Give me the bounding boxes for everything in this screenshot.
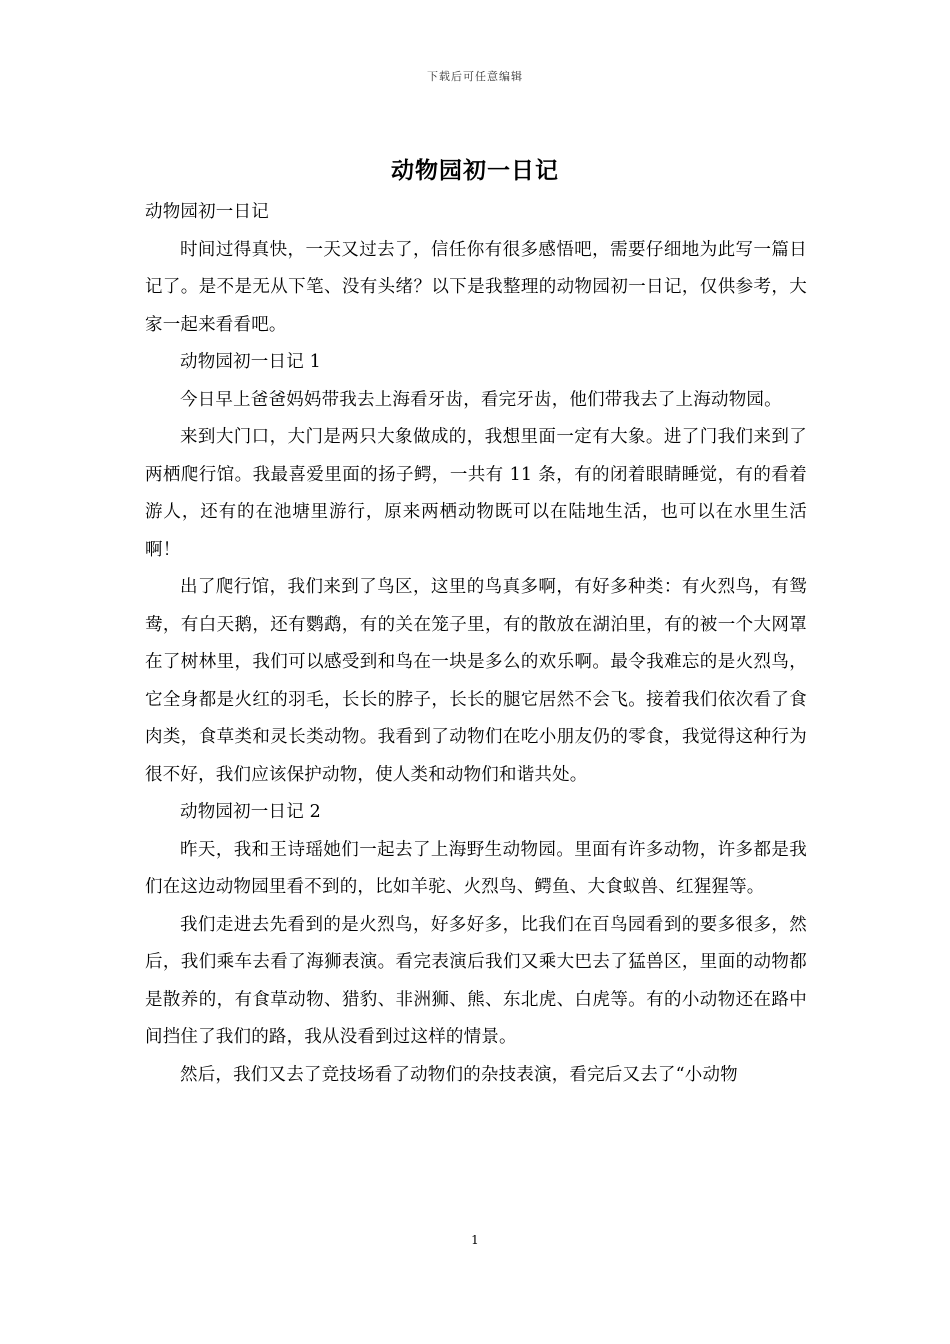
body-paragraph: 出了爬行馆，我们来到了鸟区，这里的鸟真多啊，有好多种类：有火烈鸟，有鸳鸯，有白天鹅，还有鹦鹉，有的关在笼子里，有的散放在湖泊里，有的被一个大网罩在了树林里，我们可以感受到和鸟在一块是多么的欢乐啊。最令我难忘的是火烈鸟，它全身都是火红的羽毛，长长的脖子，长长的腿它居然不会飞。接着我们依次看了食肉类，食草类和灵长类动物。我看到了动物们在吃小朋友仍的零食，我觉得这种行为很不好，我们应该保护动物，使人类和动物们和谐共处。	[145, 577, 807, 785]
body-paragraph: 我们走进去先看到的是火烈鸟，好多好多，比我们在百鸟园看到的要多很多，然后，我们乘车去看了海狮表演。看完表演后我们又乘大巴去了猛兽区，里面的动物都是散养的，有食草动物、猎豹、非洲狮、熊、东北虎、白虎等。有的小动物还在路中间挡住了我们的路，我从没看到过这样的情景。	[145, 914, 807, 1047]
body-paragraph: 今日早上爸爸妈妈带我去上海看牙齿，看完牙齿，他们带我去了上海动物园。	[180, 389, 782, 410]
section-heading-2: 动物园初一日记 2	[180, 802, 321, 822]
body-paragraph: 然后，我们又去了竞技场看了动物们的杂技表演，看完后又去了“小动物	[180, 1064, 738, 1085]
body-paragraph: 昨天，我和王诗瑶她们一起去了上海野生动物园。里面有许多动物，许多都是我们在这边动物园里看不到的，比如羊驼、火烈鸟、鳄鱼、大食蚁兽、红猩猩等。	[145, 839, 807, 897]
subtitle-paragraph: 动物园初一日记	[145, 202, 269, 222]
intro-paragraph: 时间过得真快，一天又过去了，信任你有很多感悟吧，需要仔细地为此写一篇日记了。是不是无从下笔、没有头绪？以下是我整理的动物园初一日记，仅供参考，大家一起来看看吧。	[145, 239, 807, 335]
body-paragraph: 来到大门口，大门是两只大象做成的，我想里面一定有大象。进了门我们来到了两栖爬行馆。我最喜爱里面的扬子鳄，一共有 11 条，有的闭着眼睛睡觉，有的看着游人，还有的在池塘里游行，原来两栖动物既可以在陆地生活，也可以在水里生活啊！	[145, 427, 807, 560]
section-heading-1: 动物园初一日记 1	[180, 352, 321, 372]
page-number: 1	[471, 1233, 479, 1247]
document-title: 动物园初一日记	[391, 157, 559, 184]
document-body	[145, 194, 807, 1094]
page-header-note: 下载后可任意编辑	[427, 70, 523, 83]
